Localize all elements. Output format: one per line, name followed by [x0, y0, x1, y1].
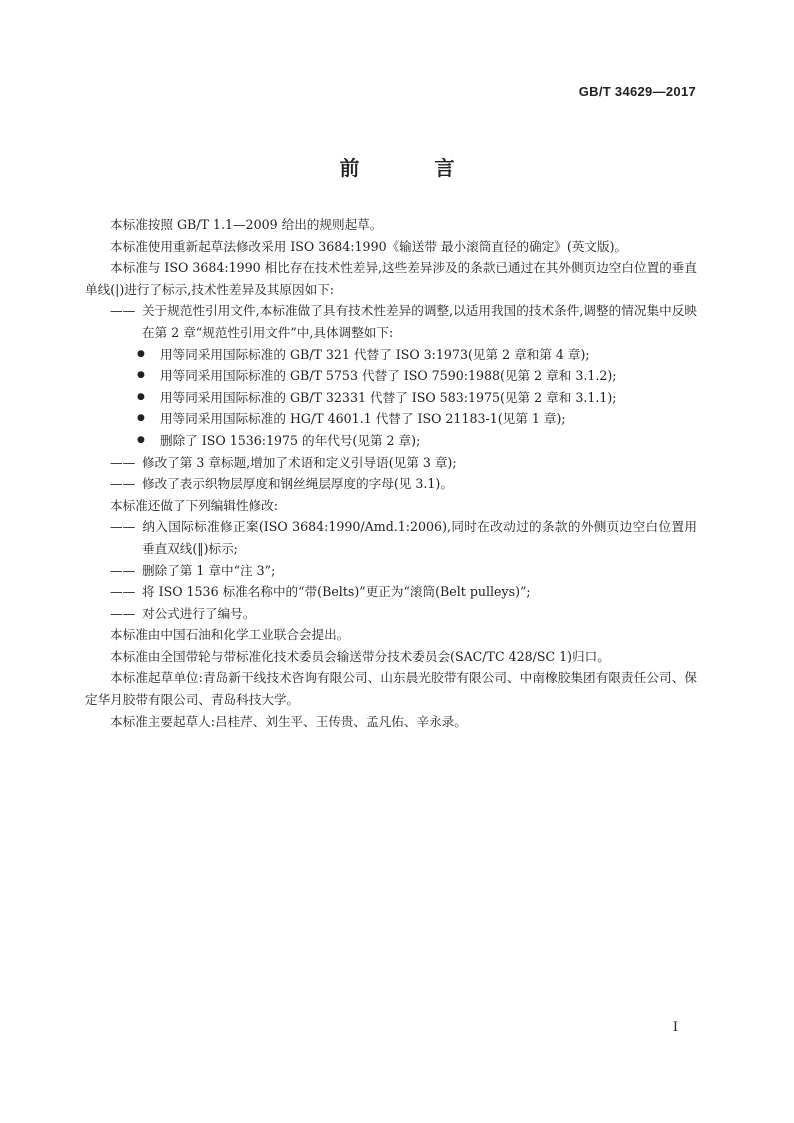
dash-mark: —— — [110, 584, 136, 600]
paragraph: 本标准按照 GB/T 1.1—2009 给出的规则起草。 — [110, 217, 383, 232]
bullet-icon: ● — [137, 370, 145, 381]
bullet-icon: ● — [137, 413, 145, 424]
dash-item — [85, 560, 697, 582]
dash-item — [85, 581, 697, 603]
dash-item — [85, 516, 697, 559]
bullet-item-text: 用等同采用国际标准的 GB/T 321 代替了 ISO 3:1973(见第 2 章和第 4 章); — [160, 346, 590, 362]
paragraph: 本标准与 ISO 3684:1990 相比存在技术性差异,这些差异涉及的条款已通过在其外侧页边空白位置的垂直单线(|)进行了标示,技术性差异及其原因如下: — [85, 260, 697, 297]
page-number: I — [672, 1020, 678, 1035]
paragraph: 本标准起草单位:青岛新干线技术咨询有限公司、山东晨光胶带有限公司、中南橡胶集团有限责任公司、保定华月胶带有限公司、青岛科技大学。 — [85, 670, 697, 708]
dash-item — [85, 300, 697, 343]
dash-item-text: 对公式进行了编号。 — [142, 605, 256, 621]
bullet-item-text: 删除了 ISO 1536:1975 的年代号(见第 2 章); — [160, 432, 421, 448]
dash-mark: —— — [110, 519, 136, 535]
dash-item-text: 将 ISO 1536 标准名称中的“带(Belts)”更正为“滚筒(Belt pulleys)”; — [142, 584, 531, 600]
paragraph: 本标准由中国石油和化学工业联合会提出。 — [110, 627, 350, 643]
paragraph: 本标准还做了下列编辑性修改: — [110, 497, 278, 513]
bullet-item-text: 用等同采用国际标准的 GB/T 5753 代替了 ISO 7590:1988(见第 2 章和 3.1.2); — [160, 368, 617, 384]
dash-mark: —— — [110, 476, 136, 492]
foreword-body — [85, 214, 697, 732]
dash-item-text: 纳入国际标准修正案(ISO 3684:1990/Amd.1:2006),同时在改动过的条款的外侧页边空白位置用垂直双线(‖)标示; — [142, 519, 697, 556]
dash-item-text: 关于规范性引用文件,本标准做了具有技术性差异的调整,以适用我国的技术条件,调整的情况集中反映在第 2 章“规范性引用文件”中,具体调整如下: — [142, 303, 697, 340]
bullet-item — [85, 387, 697, 409]
bullet-icon: ● — [137, 434, 145, 445]
dash-item — [85, 603, 697, 625]
standard-number: GB/T 34629—2017 — [578, 84, 696, 99]
bullet-item-text: 用等同采用国际标准的 HG/T 4601.1 代替了 ISO 21183-1(见第 1 章); — [160, 411, 566, 427]
bullet-item — [85, 430, 697, 452]
dash-item — [85, 452, 697, 474]
bullet-icon: ● — [137, 348, 145, 359]
paragraph: 本标准主要起草人:吕桂芹、刘生平、王传贵、孟凡佑、辛永录。 — [110, 713, 467, 729]
dash-item-text: 修改了表示织物层厚度和钢丝绳层厚度的字母(见 3.1)。 — [142, 476, 453, 492]
bullet-icon: ● — [137, 391, 145, 402]
dash-mark: —— — [110, 454, 136, 470]
dash-item-text: 修改了第 3 章标题,增加了术语和定义引导语(见第 3 章); — [142, 454, 457, 470]
paragraph: 本标准由全国带轮与带标准化技术委员会输送带分技术委员会(SAC/TC 428/SC 1)归口。 — [110, 648, 610, 664]
dash-mark: —— — [110, 303, 136, 319]
dash-mark: —— — [110, 562, 136, 578]
bullet-item — [85, 365, 697, 387]
bullet-item-text: 用等同采用国际标准的 GB/T 32331 代替了 ISO 583:1975(见第 2 章和 3.1.1); — [160, 389, 617, 405]
dash-mark: —— — [110, 605, 136, 621]
bullet-item — [85, 408, 697, 430]
page-title: 前 言 — [339, 156, 489, 180]
dash-item — [85, 473, 697, 495]
paragraph: 本标准使用重新起草法修改采用 ISO 3684:1990《输送带 最小滚筒直径的确定》(英文版)。 — [110, 238, 628, 254]
dash-item-text: 删除了第 1 章中“注 3”; — [142, 562, 276, 578]
bullet-item — [85, 344, 697, 366]
